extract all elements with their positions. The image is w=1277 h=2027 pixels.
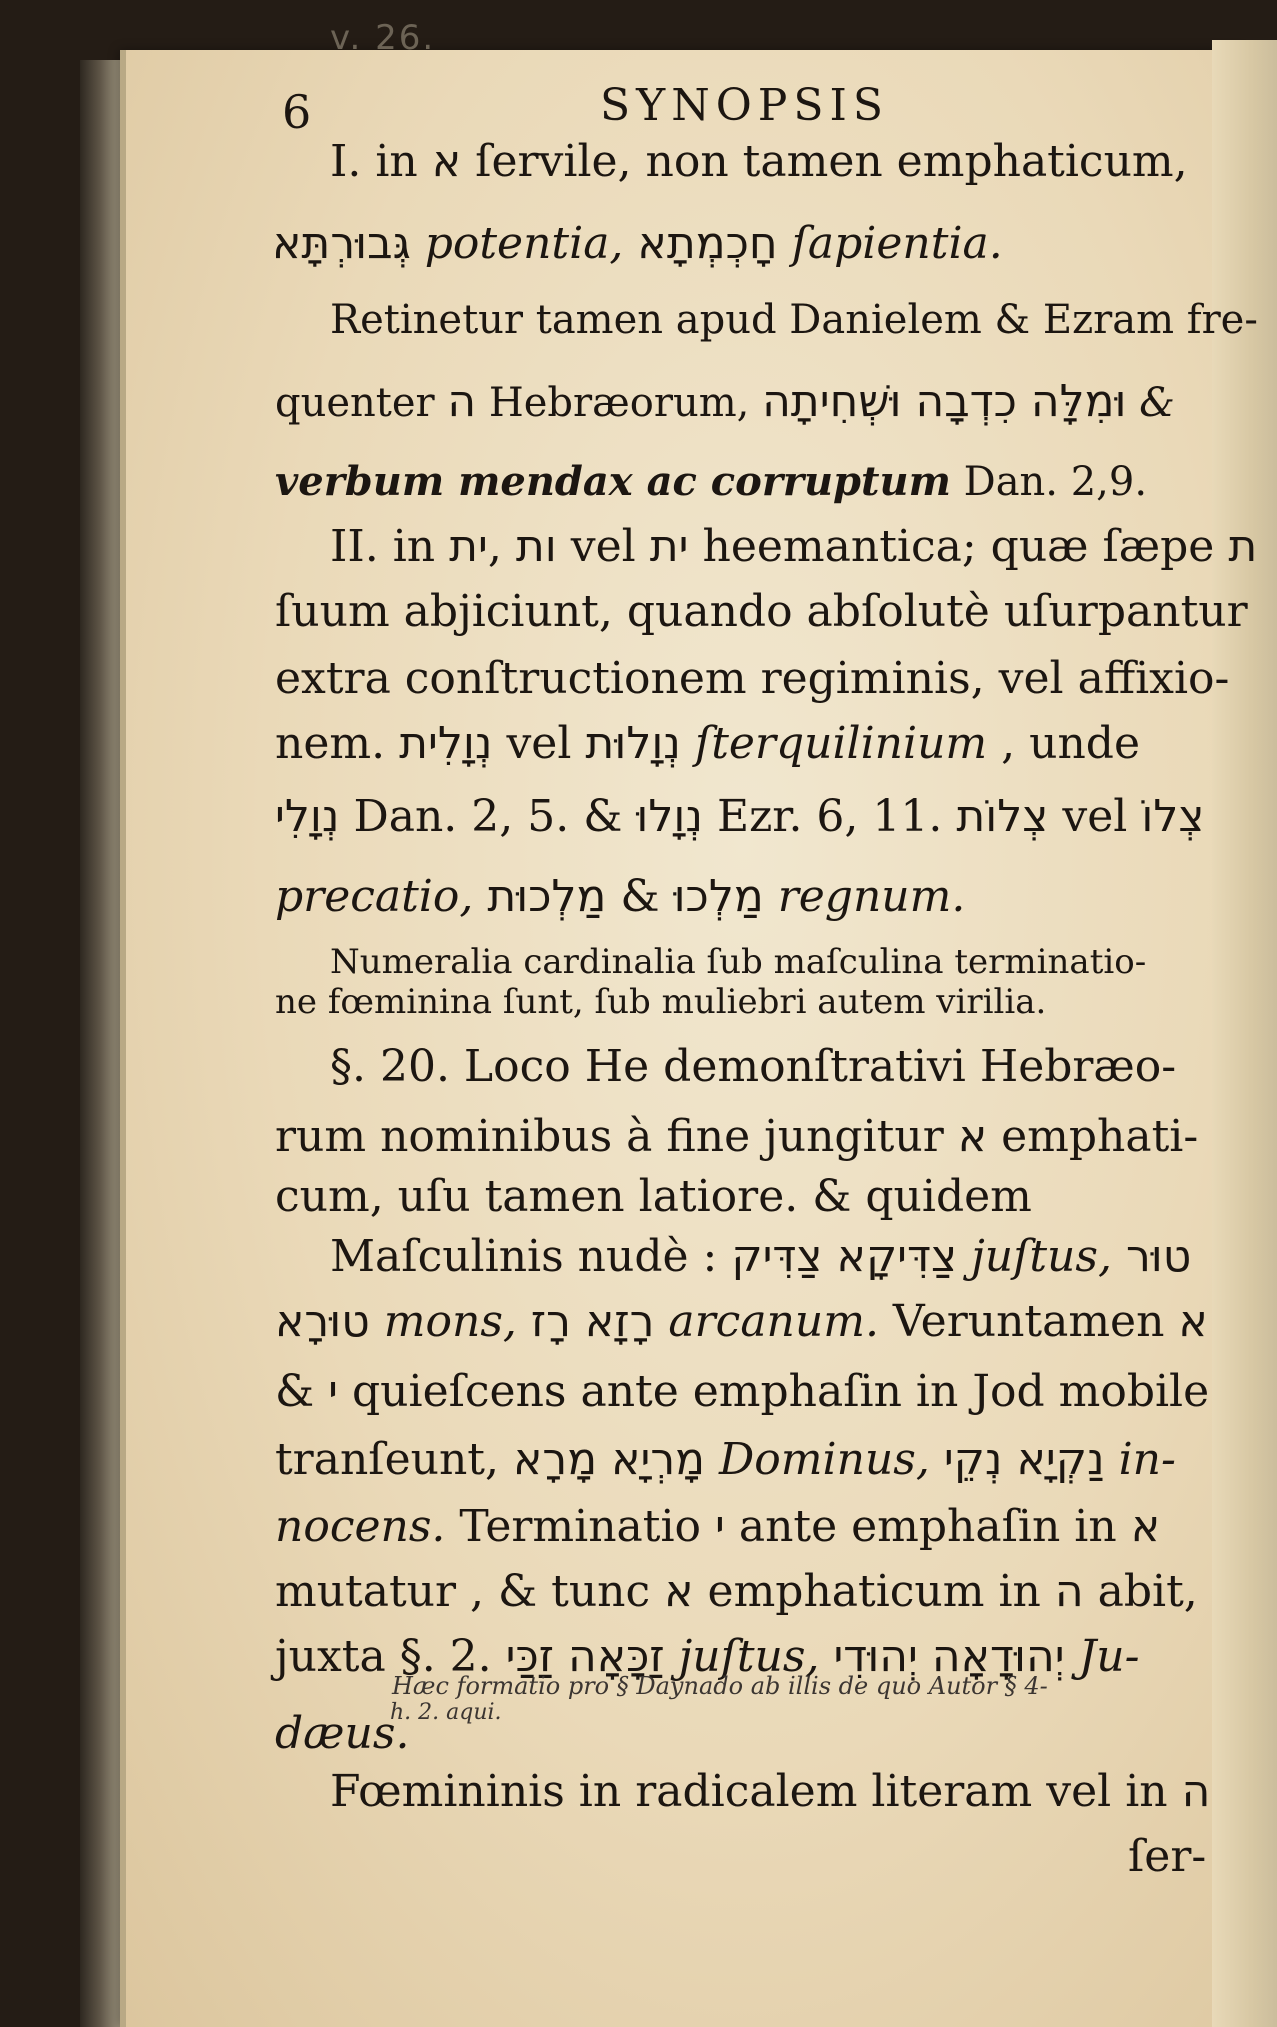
text-span: ſervile, non tamen emphaticum, xyxy=(461,136,1188,187)
text-line xyxy=(275,1111,1199,1162)
text-line xyxy=(330,1766,1211,1817)
hebrew-word: יְהוּדָאָה יְהוּדִי xyxy=(833,1631,1065,1682)
text-line xyxy=(330,1231,1192,1282)
hebrew-word: מָרְיָא מָרָא xyxy=(512,1434,706,1485)
text-span: , unde xyxy=(987,718,1140,769)
hebrew-word: צְלוֹ xyxy=(1141,791,1205,842)
hebrew-word: נְוָלִית xyxy=(399,718,493,769)
text-line xyxy=(275,1366,1210,1417)
text-span: mutatur , & tunc xyxy=(275,1566,665,1617)
text-line xyxy=(275,586,1248,637)
handwritten-note-line2: h. 2. aqui. xyxy=(390,1700,502,1725)
text-span: juxta §. 2. xyxy=(275,1631,506,1682)
text-span: vel xyxy=(1048,791,1142,842)
hebrew-word: מַלְכוּת xyxy=(487,871,607,922)
hebrew-word: רָזָא רָז xyxy=(530,1296,655,1347)
text-span: juſtus, xyxy=(664,1631,834,1682)
text-line xyxy=(330,521,1258,572)
text-span: Retinetur tamen apud Danielem & Ezram fre- xyxy=(330,297,1258,343)
text-line xyxy=(275,376,1175,427)
text-span: vel xyxy=(556,521,650,572)
hebrew-word: טוּר xyxy=(1125,1231,1192,1282)
text-span: & xyxy=(275,1366,329,1417)
hebrew-word: נְוָלוּ xyxy=(636,791,703,842)
hebrew-word: ת xyxy=(1228,521,1258,572)
hebrew-word: ה xyxy=(1181,1766,1211,1817)
text-line xyxy=(275,982,1047,1022)
hebrew-word: נַקְיָא נְקֵי xyxy=(943,1434,1105,1485)
text-span: extra conſtructionem regiminis, vel affixio- xyxy=(275,653,1230,704)
text-line xyxy=(275,1296,1208,1347)
hebrew-word: זַכָּאָה זַכַּי xyxy=(505,1631,665,1682)
text-span: Dan. 2, 5. & xyxy=(339,791,637,842)
text-span: verbum mendax ac corruptum xyxy=(275,458,951,505)
text-line xyxy=(275,871,966,922)
text-line xyxy=(275,1171,1032,1222)
text-span: ante emphaſin in xyxy=(724,1501,1131,1552)
text-span: tranſeunt, xyxy=(275,1434,513,1485)
text-line xyxy=(275,791,1205,842)
text-line xyxy=(1128,1831,1207,1882)
text-span: ſterquilinium xyxy=(680,718,988,769)
text-span: Ju- xyxy=(1064,1631,1140,1682)
hebrew-word: ית xyxy=(649,521,689,572)
text-span: Ezr. 6, 11. xyxy=(702,791,957,842)
text-line xyxy=(272,218,1003,269)
text-span: heemantica; quæ ſæpe xyxy=(688,521,1229,572)
running-title: SYNOPSIS xyxy=(600,80,890,131)
text-span: potentia, xyxy=(410,218,638,269)
hebrew-word: ות xyxy=(515,521,557,572)
text-span: Veruntamen xyxy=(878,1296,1179,1347)
text-span: II. in xyxy=(330,521,450,572)
text-line xyxy=(275,718,1140,769)
text-span: juſtus, xyxy=(957,1231,1126,1282)
hebrew-word: י xyxy=(715,1501,725,1552)
text-span: , xyxy=(487,521,516,572)
text-span: ne fœminina ſunt, ſub muliebri autem virilia. xyxy=(275,982,1047,1022)
text-span: ſuum abjiciunt, quando abſolutè uſurpantur xyxy=(275,586,1248,637)
hebrew-word: א xyxy=(1130,1501,1161,1552)
text-span: Fœmininis in radicalem literam vel in xyxy=(330,1766,1182,1817)
text-span: dæus. xyxy=(275,1708,410,1759)
text-span: regnum. xyxy=(763,871,966,922)
text-line xyxy=(275,1434,1176,1485)
text-span: Terminatio xyxy=(445,1501,716,1552)
text-span: & xyxy=(606,871,674,922)
text-span: ſapientia. xyxy=(777,218,1003,269)
hebrew-word: וּמִלָּה כִדְבָה וּשְׁחִיתָה xyxy=(762,376,1127,427)
text-span: nem. xyxy=(275,718,400,769)
hebrew-word: צְלוֹת xyxy=(956,791,1049,842)
hebrew-word: א xyxy=(957,1111,988,1162)
text-span: precatio, xyxy=(275,871,488,922)
hebrew-word: א xyxy=(1178,1296,1208,1347)
text-span: & xyxy=(1126,380,1175,426)
hebrew-word: חָכְמְתָא xyxy=(637,218,778,269)
text-span: Dominus, xyxy=(705,1434,944,1485)
text-span: quenter xyxy=(275,380,448,426)
hebrew-word: א xyxy=(664,1566,694,1617)
text-line xyxy=(330,136,1188,187)
hebrew-word: י xyxy=(328,1366,338,1417)
text-span: abit, xyxy=(1083,1566,1198,1617)
text-span: I. in xyxy=(330,136,432,187)
hebrew-word: מַלְכוּ xyxy=(673,871,764,922)
text-span: arcanum. xyxy=(654,1296,879,1347)
top-mark: v. 26. xyxy=(330,18,436,58)
text-line xyxy=(275,458,1148,505)
text-span: nocens. xyxy=(275,1501,446,1552)
text-span: Dan. 2,9. xyxy=(950,459,1148,505)
hebrew-word: טוּרָא xyxy=(275,1296,370,1347)
text-line xyxy=(275,653,1230,704)
text-span: Numeralia cardinalia ſub maſculina terminatio- xyxy=(330,942,1147,982)
hebrew-word: ית xyxy=(449,521,488,572)
hebrew-word: צַדִּיקָא צַדִּיק xyxy=(731,1231,958,1282)
text-span: cum, uſu tamen latiore. & quidem xyxy=(275,1171,1032,1222)
text-line xyxy=(275,1566,1198,1617)
hebrew-word: א xyxy=(431,136,462,187)
hebrew-word: נְוָלוּת xyxy=(585,718,681,769)
text-span: ſer- xyxy=(1128,1831,1207,1882)
text-span: §. 20. Loco He demonſtrativi Hebræo- xyxy=(330,1041,1177,1092)
text-span: quieſcens ante emphaſin in Jod mobile xyxy=(338,1366,1210,1417)
hebrew-word: גְּבוּרְתָּא xyxy=(272,218,411,269)
hebrew-word: נְוָלִי xyxy=(275,791,340,842)
text-span: emphati- xyxy=(987,1111,1199,1162)
page-edge xyxy=(120,50,126,2027)
hebrew-word: ה xyxy=(1054,1566,1084,1617)
hebrew-word: ה xyxy=(447,376,477,427)
text-span: vel xyxy=(492,718,586,769)
text-span: in- xyxy=(1104,1434,1176,1485)
text-line xyxy=(330,297,1258,343)
text-span: mons, xyxy=(369,1296,531,1347)
text-line xyxy=(330,1041,1177,1092)
text-span: emphaticum in xyxy=(693,1566,1055,1617)
text-span: rum nominibus à fine jungitur xyxy=(275,1111,958,1162)
text-span: Hebræorum, xyxy=(476,380,763,426)
text-span: Maſculinis nudè : xyxy=(330,1231,732,1282)
page-number: 6 xyxy=(282,85,312,139)
text-line xyxy=(275,1501,1161,1552)
text-line xyxy=(330,942,1147,982)
handwritten-note-line1: Hæc formatio pro § Daynado ab illis de quo Autor § 4- xyxy=(392,1672,1048,1700)
